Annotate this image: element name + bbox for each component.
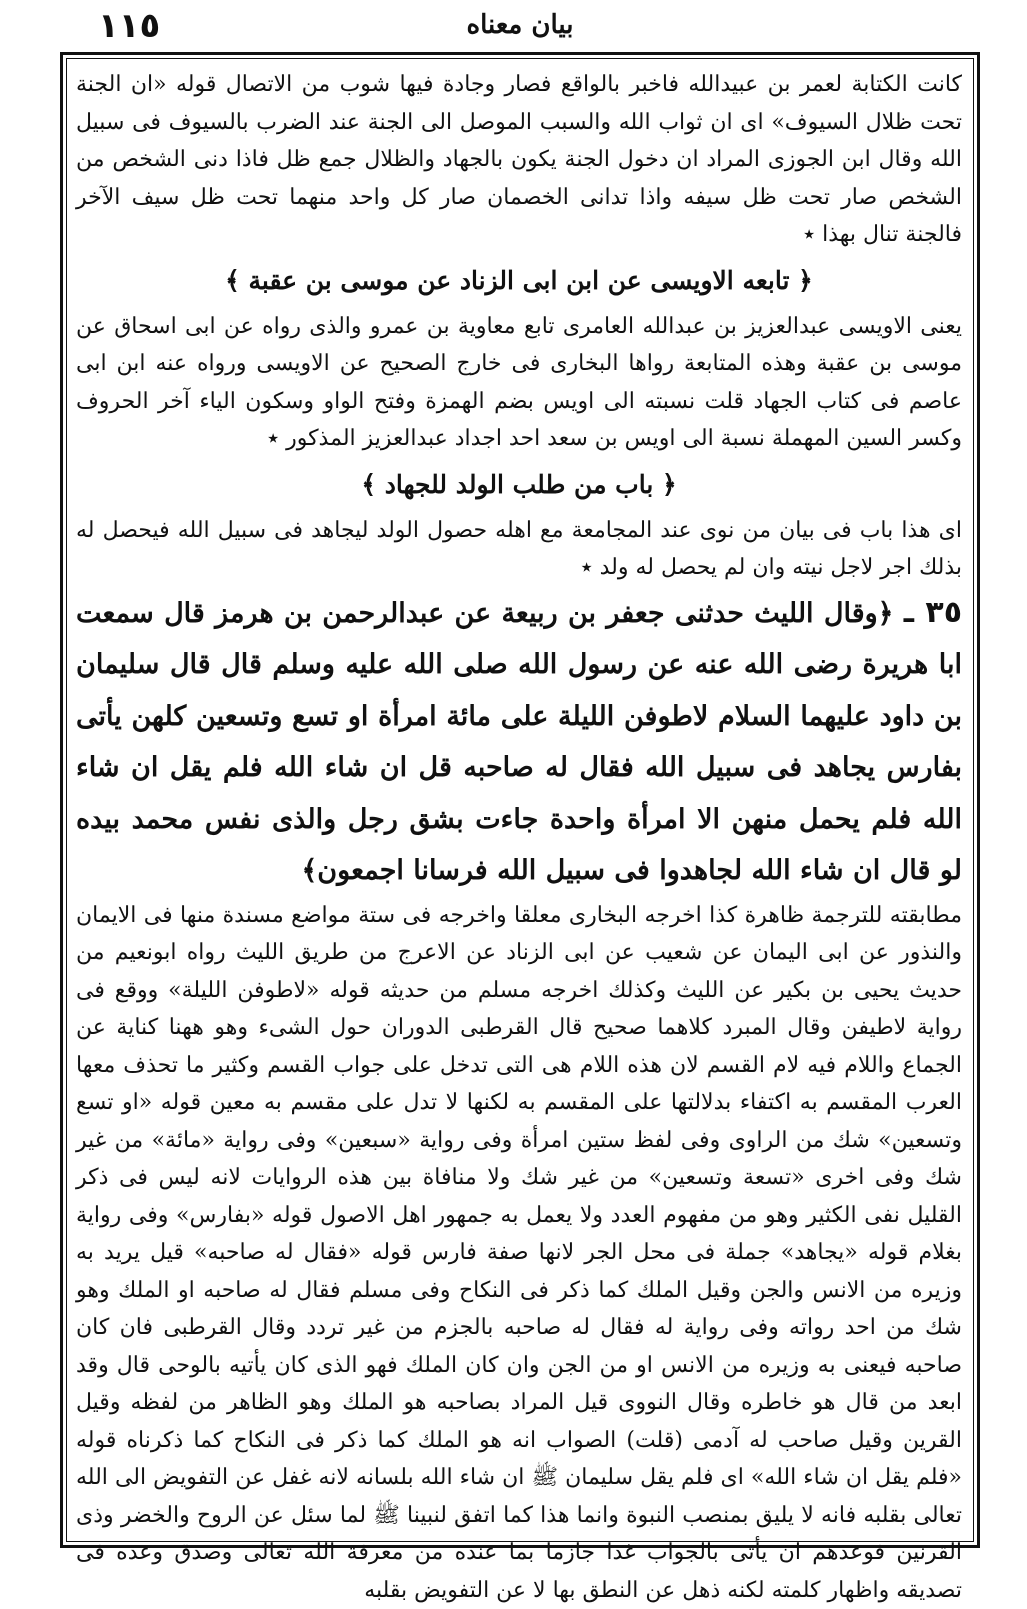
chapter-heading: ﴿ باب من طلب الولد للجهاد ﴾ — [70, 458, 968, 512]
commentary-paragraph: يعنى الاويسى عبدالعزيز بن عبدالله العامرى تابع معاوية بن عمرو والذى رواه عن ابى اسحاق عن موسى بن عقبة وهذه المتابعة رواها البخارى فى خارج الصحيح عن الاويسى ورواه عنه ابن ابى عاصم فى كتاب الجهاد قلت نسبته الى اويس بضم الهمزة وفتح الواو وسكون الياء آخر الحروف وكسر السين المهملة نسبة الى اويس بن سعد احد اجداد عبدالعزيز المذكور ٭ — [70, 308, 968, 458]
page-number: ١١٥ — [98, 6, 160, 46]
hadith-number: ٣٥ ـ — [904, 595, 962, 630]
section-heading-mutaba: ﴿ تابعه الاويسى عن ابن ابى الزناد عن موسى بن عقبة ﴾ — [70, 254, 968, 308]
commentary-paragraph: كانت الكتابة لعمر بن عبيدالله فاخبر بالواقع فصار وجادة فيها شوب من الاتصال قوله «ان الجنة تحت ظلال السيوف» اى ان ثواب الله والسبب الموصل الى الجنة عند الضرب بالسيوف فى سبيل الله وقال ابن الجوزى المراد ان دخول الجنة يكون بالجهاد والظلال جمع ظل فاذا دنى الشخص من الشخص صار تحت ظل سيفه واذا تدانى الخصمان صار كل واحد منهما تحت ظل سيف الآخر فالجنة تنال بهذا ٭ — [70, 66, 968, 254]
running-title: بيان معناه — [440, 10, 600, 40]
page-body — [70, 66, 968, 1538]
hadith-body: ﴿وقال الليث حدثنى جعفر بن ربيعة عن عبدالرحمن بن هرمز قال سمعت ابا هريرة رضى الله عنه عن رسول الله صلى الله عليه وسلم قال قال سليمان بن داود عليهما السلام لاطوفن الليلة على مائة امرأة او تسع وتسعين كلهن يأتى بفارس يجاهد فى سبيل الله فقال له صاحبه قل ان شاء الله فلم يقل ان شاء الله فلم يحمل منهن الا امرأة واحدة جاءت بشق رجل والذى نفس محمد بيده لو قال ان شاء الله لجاهدوا فى سبيل الله فرسانا اجمعون﴾ — [76, 598, 962, 887]
commentary-paragraph: اى هذا باب فى بيان من نوى عند المجامعة مع اهله حصول الولد ليجاهد فى سبيل الله فيحصل له بذلك اجر لاجل نيته وان لم يحصل له ولد ٭ — [70, 512, 968, 587]
commentary-paragraph: مطابقته للترجمة ظاهرة كذا اخرجه البخارى معلقا واخرجه فى ستة مواضع مسندة منها فى الايمان والنذور عن ابى اليمان عن شعيب عن ابى الزناد عن الاعرج من طريق الليث رواه ابونعيم من حديث يحيى بن بكير عن الليث وكذلك اخرجه مسلم من حديثه قوله «لاطوفن الليلة» ووقع فى رواية لاطيفن وقال المبرد كلاهما صحيح قال القرطبى الدوران حول الشىء وهو ههنا كناية عن الجماع واللام فيه لام القسم لان هذه اللام هى التى تدخل على جواب القسم وكثير ما تحذف معها العرب المقسم به اكتفاء بدلالتها على المقسم به لكنها لا تدل على مقسم به معين قوله «او تسع وتسعين» شك من الراوى وفى لفظ ستين امرأة وفى رواية «سبعين» وفى رواية «مائة» من غير شك وفى اخرى «تسعة وتسعين» من غير شك ولا منافاة بين هذه الروايات لانه ليس فى ذكر القليل نفى الكثير وهو من مفهوم العدد ولا يعمل به جمهور اهل الاصول قوله «بفارس» وفى رواية بغلام قوله «يجاهد» جملة فى محل الجر لانها صفة فارس قوله «فقال له صاحبه» قيل يريد به وزيره من الانس والجن وقيل الملك كما ذكر فى النكاح وفى مسلم فقال له صاحبه او الملك وهو شك من احد رواته وفى رواية له فقال له صاحبه بالجزم من غير تردد وقال القرطبى فان كان صاحبه فيعنى به وزيره من الانس او من الجن وان كان الملك فهو الذى كان يأتيه بالوحى قال وقد ابعد من قال هو خاطره وقال النووى قيل المراد بصاحبه هو الملك وهو الظاهر من لفظه وقيل القرين وقيل صاحب له آدمى (قلت) الصواب انه هو الملك كما ذكر فى النكاح كما ذكرناه قوله «فلم يقل ان شاء الله» اى فلم يقل سليمان ﷺ ان شاء الله بلسانه لانه غفل عن التفويض الى الله تعالى بقلبه فانه لا يليق بمنصب النبوة وانما هذا كما اتفق لنبينا ﷺ لما سئل عن الروح والخضر وذى القرنين فوعدهم ان يأتى بالجواب غدا جازما بما عنده من معرفة الله تعالى وصدق وعده فى تصديقه واظهار كلمته لكنه ذهل عن النطق بها لا عن التفويض بقلبه — [70, 897, 968, 1609]
hadith-text — [70, 587, 968, 897]
page-header — [0, 0, 1027, 52]
